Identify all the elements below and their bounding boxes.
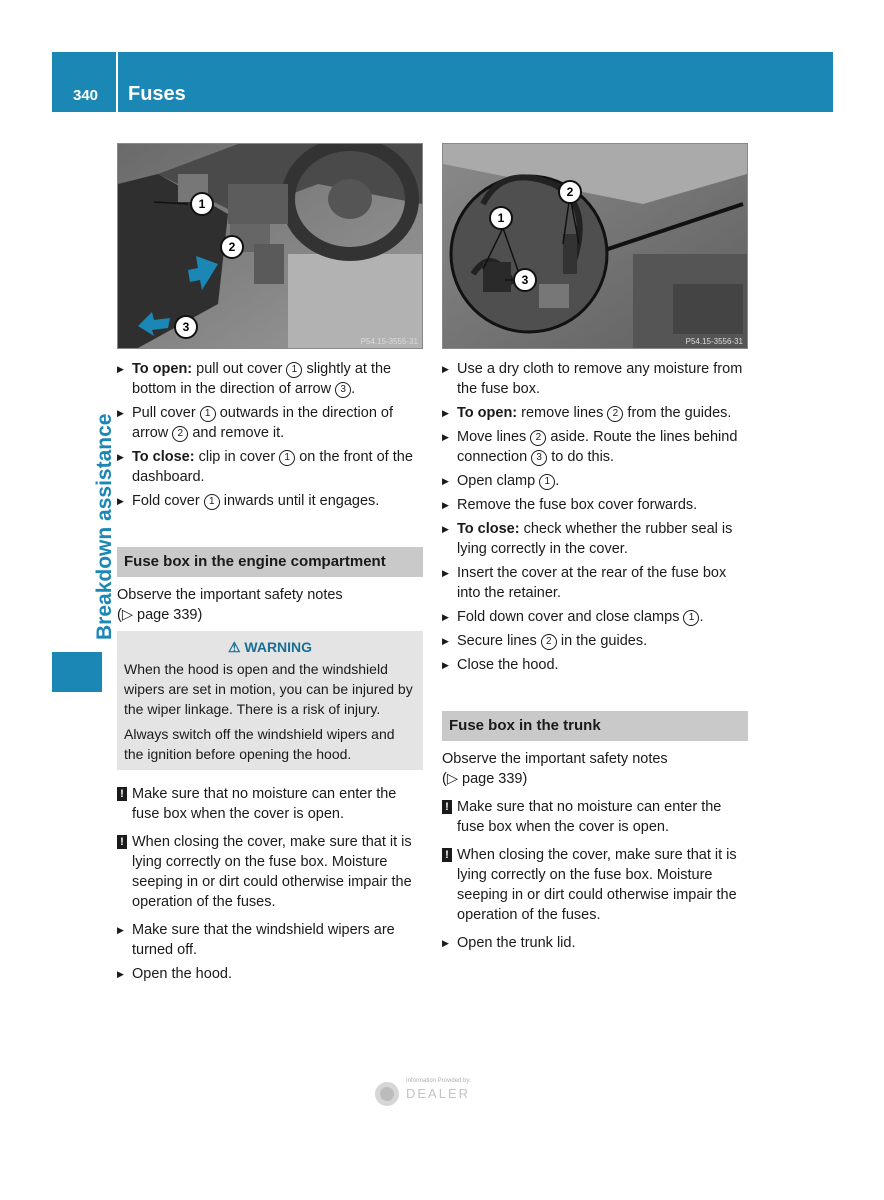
step-text: in the guides. [556,633,648,649]
step-bold-label: To close: [132,449,195,465]
step-bold-label: To close: [457,521,520,537]
step [442,359,748,399]
step-text: Fold cover [132,493,204,509]
step-text: check whether the rubber seal is lying correctly in the cover. [457,521,733,557]
step [442,427,748,467]
safety-intro: Observe the important safety notes [117,587,343,603]
step-text: outwards in the direction of arrow [132,405,394,441]
step-text: Remove the fuse box cover forwards. [457,497,698,513]
step-text: pull out cover [192,361,287,377]
step-text: Secure lines [457,633,541,649]
callout-1: 1 [198,197,206,211]
page-title: Fuses [128,83,186,105]
callout-ref: 1 [279,450,295,466]
step-list [442,359,748,675]
warning-text: When the hood is open and the windshield wipers are set in motion, you can be injured by the wiper linkage. There is a risk of injury. [124,661,413,717]
step [442,607,748,627]
step-text: . [351,381,356,397]
step-text: Move lines [457,429,531,445]
step-text: Close the hood. [457,657,559,673]
step [442,519,748,559]
warning-box [117,631,423,770]
step-text: slightly at the bottom in the direction of arrow [132,361,392,397]
page-header [52,52,833,112]
figure-caption: P54.15-3556-31 [685,337,743,346]
step-text: on the front of the dashboard. [132,449,413,485]
watermark-caption: Information Provided by: [406,1078,472,1084]
step [117,359,423,399]
step-text: inwards until it engages. [219,493,380,509]
step-text: Pull cover [132,405,200,421]
step [442,655,748,675]
callout-2: 2 [228,240,236,254]
step [117,491,423,511]
exclamation-icon: ! [442,848,452,862]
section-heading: Fuse box in the trunk [442,711,748,741]
step: ▶ Open the trunk lid. [442,933,748,953]
chapter-label: Breakdown assistance [93,413,116,640]
callout-ref: 2 [607,406,623,422]
callout-1: 1 [497,211,505,225]
callout-ref: 2 [172,426,188,442]
exclamation-icon: ! [117,835,127,849]
step-list [117,359,423,511]
callout-2: 2 [566,185,574,199]
callout-ref: 3 [335,382,351,398]
step [442,471,748,491]
callout-ref: 1 [200,406,216,422]
step [442,631,748,651]
warning-triangle-icon: ⚠ [227,639,241,655]
safety-ref: (▷ page 339) [442,771,528,787]
callout-3: 3 [521,273,529,287]
step-text: Fold down cover and close clamps [457,609,684,625]
step: ▶ Open the hood. [117,964,423,984]
left-column [117,359,423,988]
warning-title: ⚠ WARNING [227,639,313,655]
step [442,563,748,603]
warning-text: Always switch off the windshield wipers and the ignition before opening the hood. [124,726,395,762]
callout-ref: 1 [539,474,555,490]
step [117,447,423,487]
callout-ref: 1 [204,494,220,510]
engine-photo [442,143,748,349]
exclamation-icon: ! [442,800,452,814]
note: ! Make sure that no moisture can enter the fuse box when the cover is open. [442,797,748,837]
step-text: Use a dry cloth to remove any moisture from the fuse box. [457,361,743,397]
safety-intro: Observe the important safety notes [442,751,668,767]
note: ! When closing the cover, make sure that it is lying correctly on the fuse box. Moisture seeping in or dirt could otherwise impair the operation of the fuses. [442,845,748,925]
step [117,403,423,443]
step-bold-label: To open: [457,405,518,421]
safety-ref: (▷ page 339) [117,607,203,623]
step-text: Open clamp [457,473,540,489]
right-column [442,359,748,957]
callout-ref: 2 [530,430,546,446]
step-text: to do this. [547,449,615,465]
step-text: . [555,473,560,489]
step-text: . [699,609,704,625]
page-number: 340 [73,87,99,104]
callout-ref: 3 [531,450,547,466]
note: ! Make sure that no moisture can enter the fuse box when the cover is open. [117,784,423,824]
callout-ref: 1 [683,610,699,626]
exclamation-icon: ! [117,787,127,801]
step-text: and remove it. [188,425,285,441]
step-bold-label: To open: [132,361,193,377]
callout-ref: 2 [541,634,557,650]
step: ▶ Make sure that the windshield wipers are turned off. [117,920,423,960]
callout-3: 3 [182,320,190,334]
header-divider [116,52,118,112]
figure-caption: P54.15-3555-31 [360,337,418,346]
watermark-logo-text: DEALER [406,1086,471,1101]
dashboard-photo [117,143,423,349]
step-text: clip in cover [194,449,280,465]
step [442,403,748,423]
note: ! When closing the cover, make sure that it is lying correctly on the fuse box. Moisture seeping in or dirt could otherwise impair the operation of the fuses. [117,832,423,912]
step-text: Insert the cover at the rear of the fuse box into the retainer. [457,565,727,601]
step-text: aside. Route the lines behind connection [457,429,738,465]
step-text: remove lines [517,405,608,421]
step-text: from the guides. [623,405,732,421]
step [442,495,748,515]
section-heading: Fuse box in the engine compartment [117,547,423,577]
dealer-watermark [372,1074,502,1108]
chapter-tab [52,652,102,692]
callout-ref: 1 [286,362,302,378]
